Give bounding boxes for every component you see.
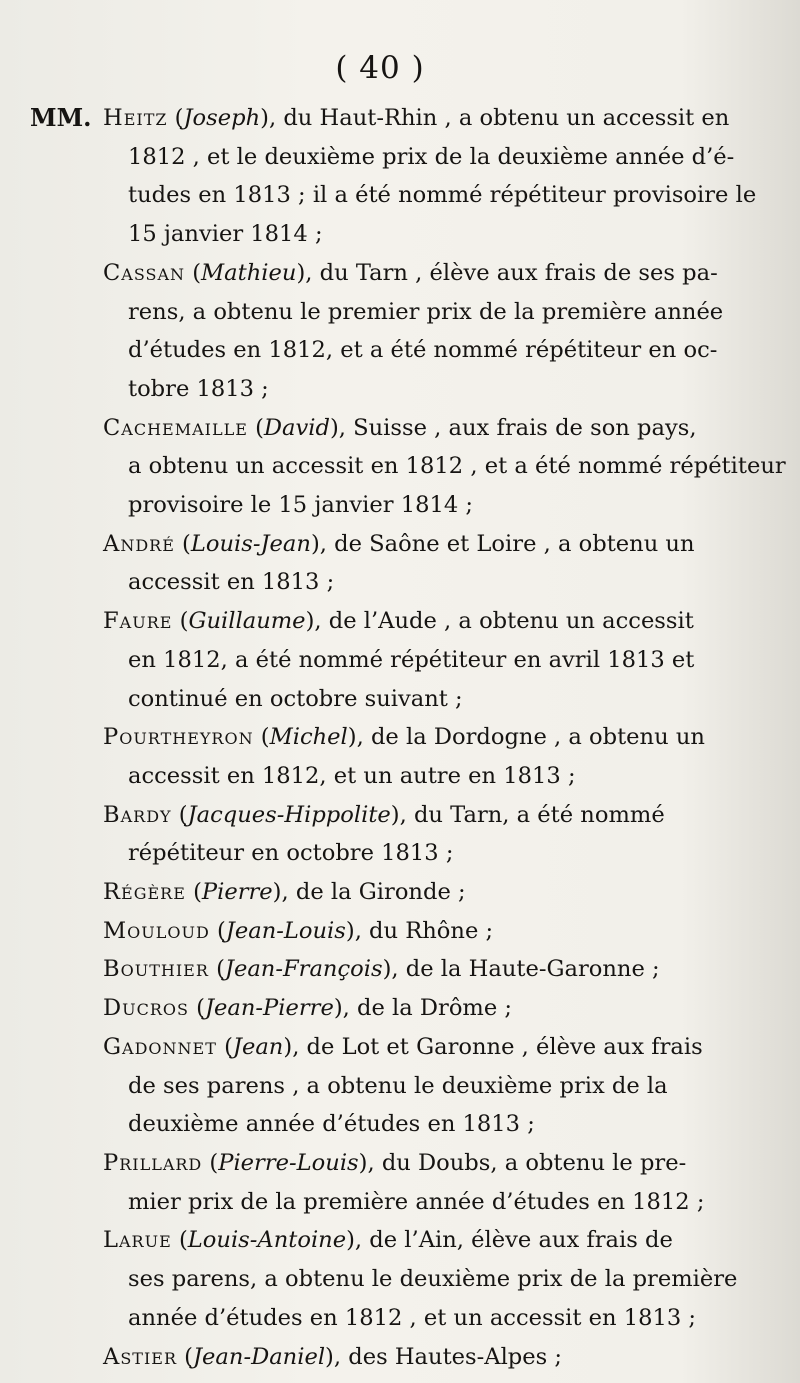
surname: Cassan (103, 259, 186, 286)
surname: Mouloud (103, 917, 210, 944)
entry-continuation-line: année d’études en 1812 , et un accessit en 1813 ; (128, 1304, 697, 1331)
given-name: Mathieu (201, 259, 297, 286)
entry-continuation-line: tudes en 1813 ; il a été nommé répétiteur provisoire le (128, 182, 757, 209)
entry-text: , de Lot et Garonne , élève aux frais (292, 1033, 703, 1060)
entry-text: , de la Drôme ; (342, 995, 513, 1022)
entry-first-line: André (Louis-Jean), de Saône et Loire , a obtenu un (103, 530, 695, 557)
given-name: Jean (232, 1033, 284, 1060)
entry-first-line: Mouloud (Jean-Louis), du Rhône ; (103, 917, 494, 944)
entry-first-line: Gadonnet (Jean), de Lot et Garonne , élève aux frais (103, 1033, 703, 1060)
entry-first-line: Astier (Jean-Daniel), des Hautes-Alpes ; (103, 1343, 563, 1370)
given-name: Pierre (201, 879, 273, 906)
entry-continuation-line: rens, a obtenu le premier prix de la première année (128, 298, 724, 325)
list-item (30, 409, 786, 525)
given-name: Jean-Daniel (193, 1343, 326, 1370)
list-item (30, 1221, 750, 1337)
entry-continuation-line: répétiteur en octobre 1813 ; (128, 840, 454, 867)
surname: Gadonnet (103, 1033, 217, 1060)
surname: Astier (103, 1343, 177, 1370)
surname: Prillard (103, 1149, 203, 1176)
surname: Bardy (103, 801, 172, 828)
entry-continuation-line: provisoire le 15 janvier 1814 ; (128, 492, 474, 519)
entry-continuation-line: ses parens, a obtenu le deuxième prix de la première (128, 1266, 738, 1293)
entry-continuation-line: en 1812, a été nommé répétiteur en avril 1813 et (128, 646, 695, 673)
entry-text: , des Hautes-Alpes ; (333, 1343, 563, 1370)
given-name: Pierre-Louis (218, 1149, 359, 1176)
entry-text: , de l’Ain, élève aux frais de (354, 1227, 673, 1254)
given-name: Jacques-Hippolite (187, 801, 391, 828)
entry-first-line: Prillard (Pierre-Louis), du Doubs, a obtenu le pre- (103, 1149, 687, 1176)
list-item (30, 796, 750, 873)
entry-first-line: Pourtheyron (Michel), de la Dordogne , a obtenu un (103, 724, 705, 751)
surname: Régère (103, 879, 186, 906)
entry-text: , de la Haute-Garonne ; (391, 956, 660, 983)
given-name: Jean-François (224, 956, 383, 983)
entry-text: , Suisse , aux frais de son pays, (338, 414, 697, 441)
entry-first-line: Bardy (Jacques-Hippolite), du Tarn, a été nommé (103, 801, 665, 828)
surname: Cachemaille (103, 414, 248, 441)
entry-text: , du Doubs, a obtenu le pre- (367, 1149, 687, 1176)
list-item (30, 525, 750, 602)
list-item (30, 99, 757, 254)
surname: Larue (103, 1227, 172, 1254)
list-item (30, 602, 750, 718)
entry-continuation-line: 15 janvier 1814 ; (128, 221, 323, 248)
entry-first-line: Faure (Guillaume), de l’Aude , a obtenu un accessit (103, 608, 694, 635)
entry-continuation-line: mier prix de la première année d’études en 1812 ; (128, 1188, 705, 1215)
entry-continuation-line: tobre 1813 ; (128, 375, 269, 402)
entry-text: , de Saône et Loire , a obtenu un (319, 530, 695, 557)
entry-continuation-line: accessit en 1812, et un autre en 1813 ; (128, 762, 576, 789)
list-item (30, 1144, 750, 1221)
entry-continuation-line: continué en octobre suivant ; (128, 685, 463, 712)
entry-first-line: Cachemaille (David), Suisse , aux frais de son pays, (103, 414, 697, 441)
list-item (30, 254, 750, 409)
entry-text: , de la Dordogne , a obtenu un (356, 724, 705, 751)
surname: Bouthier (103, 956, 209, 983)
entry-text: , du Tarn , élève aux frais de ses pa- (305, 259, 718, 286)
given-name: Jean-Pierre (204, 995, 334, 1022)
entry-continuation-line: d’études en 1812, et a été nommé répétiteur en oc- (128, 337, 718, 364)
entry-first-line: Ducros (Jean-Pierre), de la Drôme ; (103, 995, 513, 1022)
list-item (30, 718, 750, 795)
list-item (30, 989, 750, 1028)
entry-text: , du Tarn, a été nommé (399, 801, 665, 828)
entry-first-line: Bouthier (Jean-François), de la Haute-Garonne ; (103, 956, 660, 983)
entry-continuation-line: 1812 , et le deuxième prix de la deuxième année d’é- (128, 143, 735, 170)
entry-text: , de l’Aude , a obtenu un accessit (314, 608, 694, 635)
entry-first-line: Régère (Pierre), de la Gironde ; (103, 879, 466, 906)
page-number: ( 40 ) (335, 50, 425, 86)
given-name: Guillaume (188, 608, 306, 635)
prefix-label: MM. (30, 103, 92, 132)
surname: André (103, 530, 175, 557)
entry-text: , du Rhône ; (354, 917, 494, 944)
given-name: Louis-Jean (190, 530, 311, 557)
entry-text: , de la Gironde ; (281, 879, 466, 906)
list-item (30, 1028, 750, 1144)
entry-continuation-line: accessit en 1813 ; (128, 569, 335, 596)
entry-continuation-line: de ses parens , a obtenu le deuxième prix de la (128, 1072, 668, 1099)
entry-text: , du Haut-Rhin , a obtenu un accessit en (268, 105, 730, 131)
list-item (30, 950, 750, 989)
entry-first-line: Cassan (Mathieu), du Tarn , élève aux frais de ses pa- (103, 259, 718, 286)
given-name: David (263, 414, 330, 441)
surname: Ducros (103, 995, 189, 1022)
given-name: Joseph (183, 105, 261, 131)
given-name: Jean-Louis (225, 917, 346, 944)
given-name: Michel (269, 724, 348, 751)
list-item (30, 912, 750, 951)
list-item (30, 873, 750, 912)
entry-first-line: Heitz (Joseph), du Haut-Rhin , a obtenu un accessit en (103, 105, 730, 131)
surname: Pourtheyron (103, 724, 254, 751)
given-name: Louis-Antoine (187, 1227, 347, 1254)
entry-list (30, 99, 786, 1376)
entry-first-line: Larue (Louis-Antoine), de l’Ain, élève aux frais de (103, 1227, 673, 1254)
surname: Faure (103, 608, 173, 635)
entry-continuation-line: deuxième année d’études en 1813 ; (128, 1111, 535, 1138)
surname: Heitz (103, 105, 168, 131)
list-item (30, 1338, 750, 1377)
entry-continuation-line: a obtenu un accessit en 1812 , et a été nommé répétiteur (128, 453, 786, 480)
